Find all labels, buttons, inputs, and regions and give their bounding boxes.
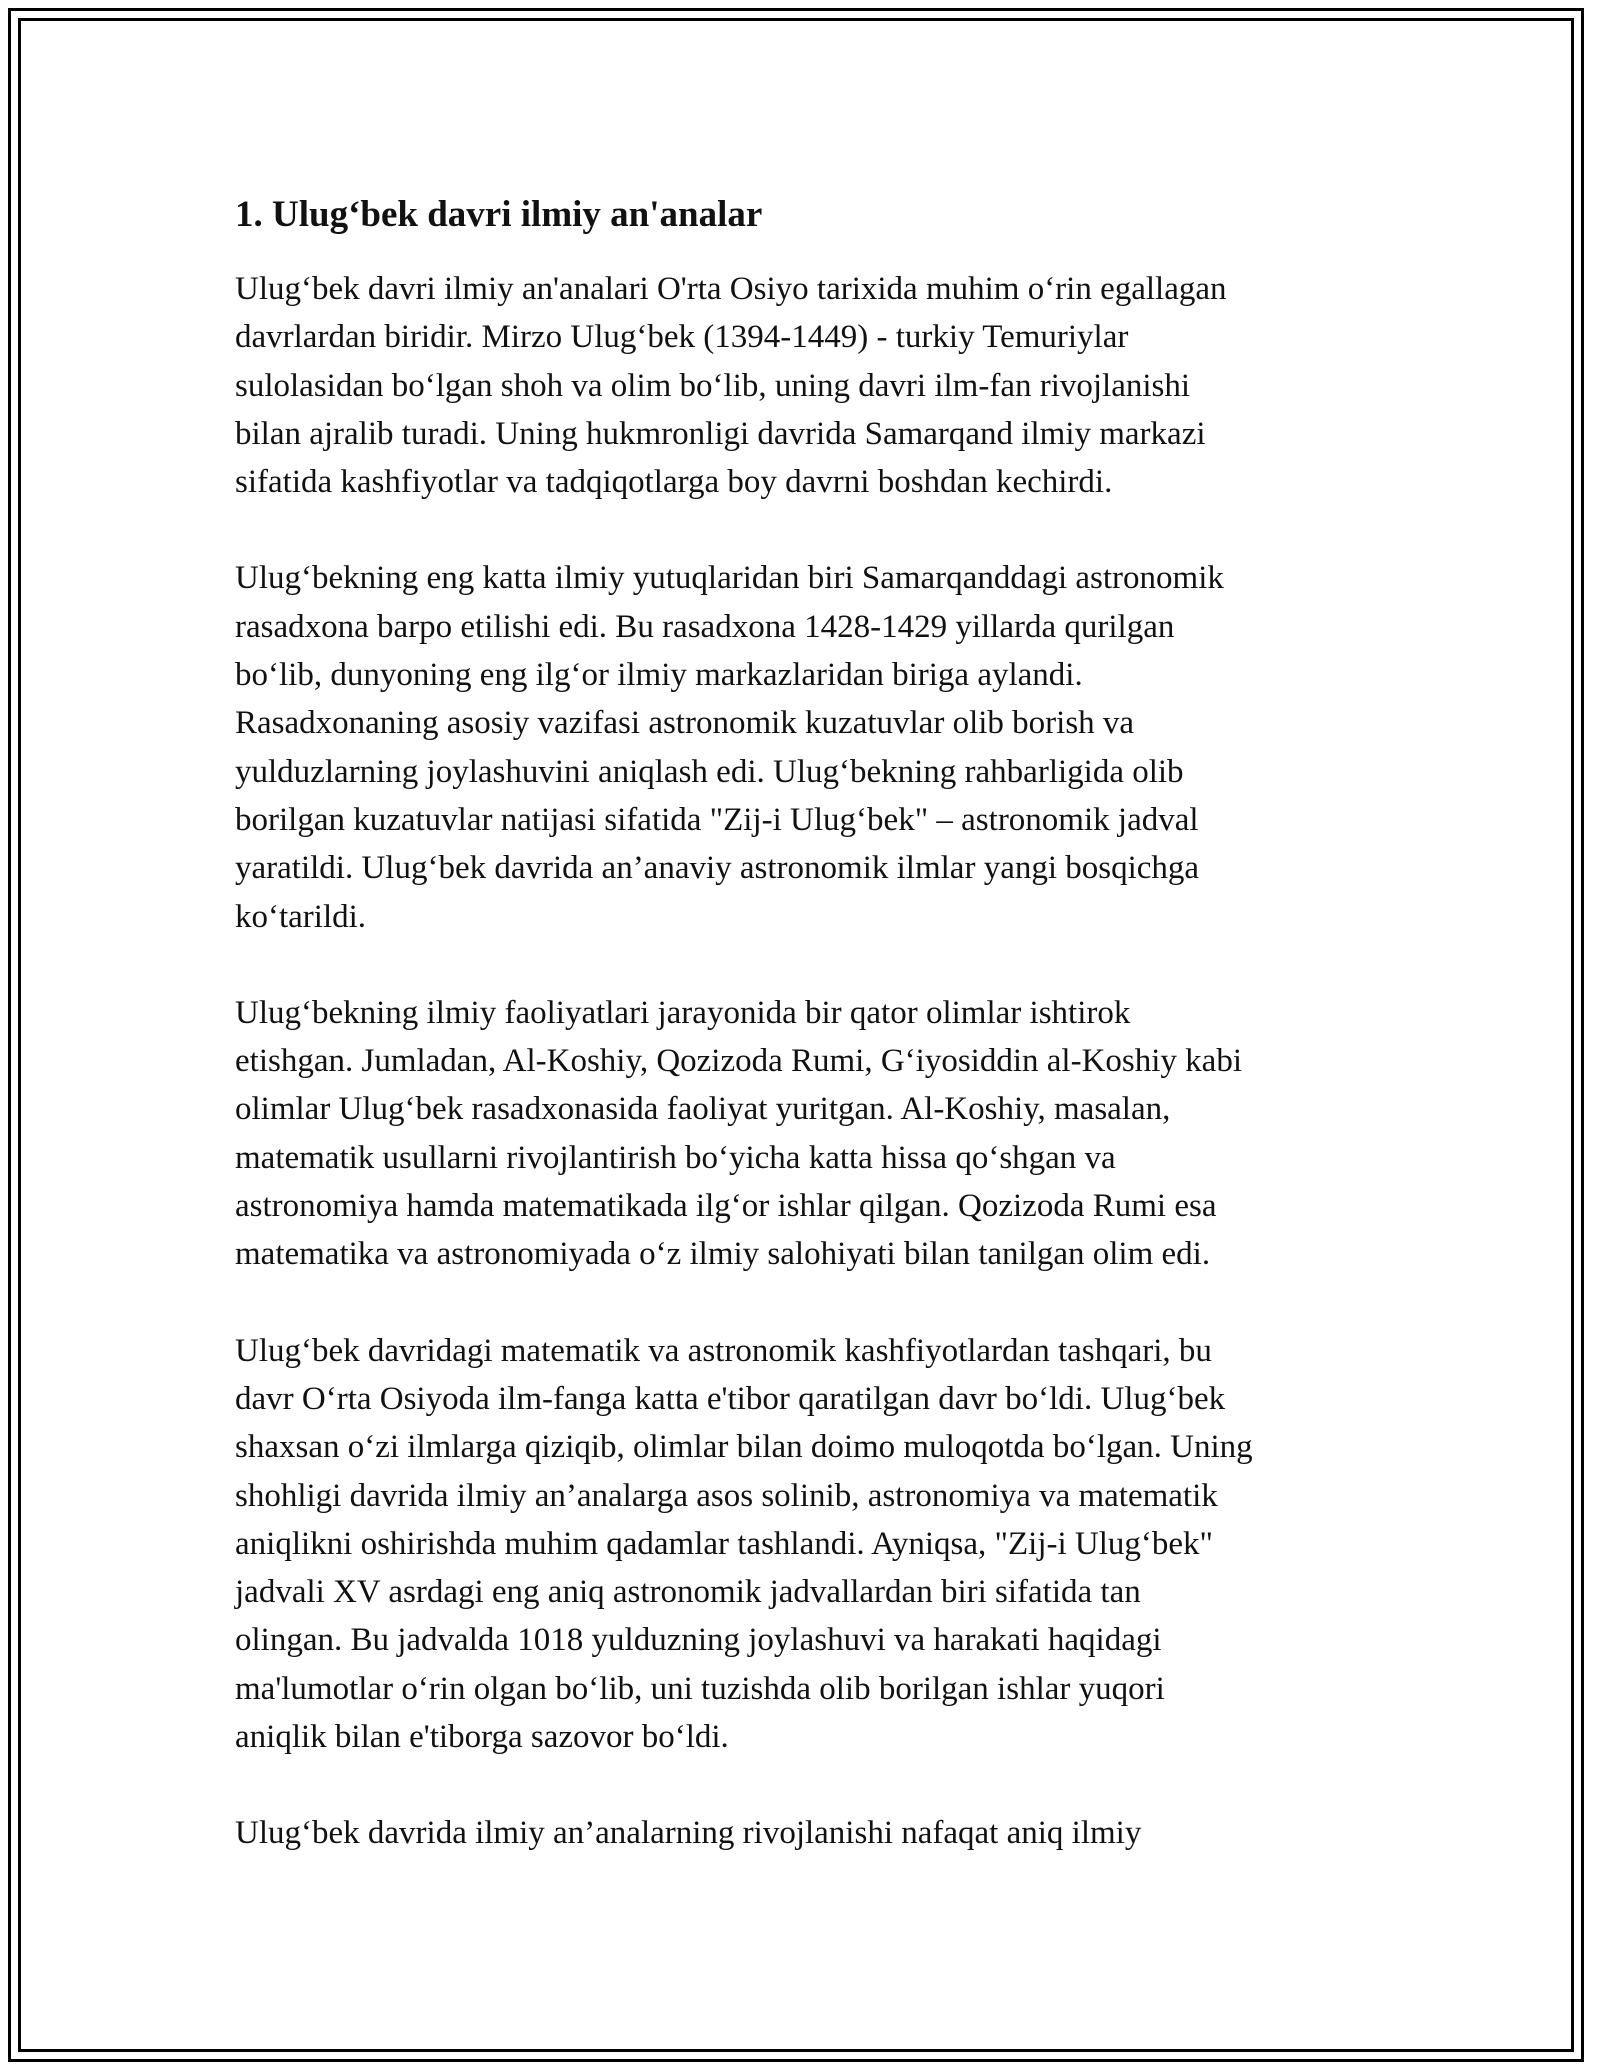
paragraph-line: aniqlik bilan e'tiborga sazovor bo‘ldi. [235,1719,729,1756]
paragraph-line: rasadxona barpo etilishi edi. Bu rasadxona 1428-1429 yillarda qurilgan [235,608,1175,645]
paragraph-line: yulduzlarning joylashuvini aniqlash edi. Ulug‘bekning rahbarligida olib [235,753,1184,790]
paragraph-line: ko‘tarildi. [235,898,367,935]
paragraph-4 [235,1327,1375,1762]
paragraph-2 [235,554,1375,940]
paragraph-line: Rasadxonaning asosiy vazifasi astronomik kuzatuvlar olib borish va [235,705,1135,742]
paragraph-line: Ulug‘bekning eng katta ilmiy yutuqlaridan biri Samarqanddagi astronomik [235,560,1224,597]
paragraph-line: bilan ajralib turadi. Uning hukmronligi davrida Samarqand ilmiy markazi [235,415,1206,452]
document-body [235,185,1375,1906]
paragraph-line: ma'lumotlar o‘rin olgan bo‘lib, uni tuzishda olib borilgan ishlar yuqori [235,1670,1165,1707]
paragraph-line: Ulug‘bek davridagi matematik va astronomik kashfiyotlardan tashqari, bu [235,1332,1212,1369]
section-heading: 1. Ulug‘bek davri ilmiy an'analar [235,194,763,235]
paragraph-3 [235,989,1375,1279]
paragraph-line: Ulug‘bek davrida ilmiy an’analarning rivojlanishi nafaqat aniq ilmiy [235,1815,1142,1852]
paragraph-line: shaxsan o‘zi ilmlarga qiziqib, olimlar bilan doimo muloqotda bo‘lgan. Uning [235,1429,1253,1466]
paragraph-line: aniqlikni oshirishda muhim qadamlar tashlandi. Ayniqsa, "Zij-i Ulug‘bek" [235,1525,1214,1562]
paragraph-5 [235,1809,1375,1857]
paragraph-line: sifatida kashfiyotlar va tadqiqotlarga boy davrni boshdan kechirdi. [235,464,1113,501]
paragraph-line: Ulug‘bek davri ilmiy an'analari O'rta Osiyo tarixida muhim o‘rin egallagan [235,271,1227,307]
paragraph-line: sulolasidan bo‘lgan shoh va olim bo‘lib, uning davri ilm-fan rivojlanishi [235,367,1191,404]
paragraph-line: shohligi davrida ilmiy an’analarga asos solinib, astronomiya va matematik [235,1477,1218,1514]
paragraph-line: jadvali XV asrdagi eng aniq astronomik jadvallardan biri sifatida tan [235,1574,1141,1611]
paragraph-line: yaratildi. Ulug‘bek davrida an’anaviy astronomik ilmlar yangi bosqichga [235,850,1200,887]
paragraph-line: davr O‘rta Osiyoda ilm-fanga katta e'tibor qaratilgan davr bo‘ldi. Ulug‘bek [235,1380,1226,1417]
paragraph-line: matematika va astronomiyada o‘z ilmiy salohiyati bilan tanilgan olim edi. [235,1236,1211,1273]
paragraph-line: olimlar Ulug‘bek rasadxonasida faoliyat yuritgan. Al-Koshiy, masalan, [235,1091,1171,1128]
paragraph-line: bo‘lib, dunyoning eng ilg‘or ilmiy markazlaridan biriga aylandi. [235,657,1083,694]
paragraph-1 [235,265,1375,506]
paragraph-line: astronomiya hamda matematikada ilg‘or ishlar qilgan. Qozizoda Rumi esa [235,1188,1217,1225]
paragraph-line: davrlardan biridir. Mirzo Ulug‘bek (1394-1449) - turkiy Temuriylar [235,319,1129,356]
paragraph-line: matematik usullarni rivojlantirish bo‘yicha katta hissa qo‘shgan va [235,1139,1116,1176]
paragraph-line: etishgan. Jumladan, Al-Koshiy, Qozizoda Rumi, G‘iyosiddin al-Koshiy kabi [235,1043,1242,1080]
paragraph-line: borilgan kuzatuvlar natijasi sifatida "Zij-i Ulug‘bek" – astronomik jadval [235,801,1199,838]
paragraph-line: olingan. Bu jadvalda 1018 yulduzning joylashuvi va harakati haqidagi [235,1622,1162,1659]
paragraph-line: Ulug‘bekning ilmiy faoliyatlari jarayonida bir qator olimlar ishtirok [235,994,1131,1031]
